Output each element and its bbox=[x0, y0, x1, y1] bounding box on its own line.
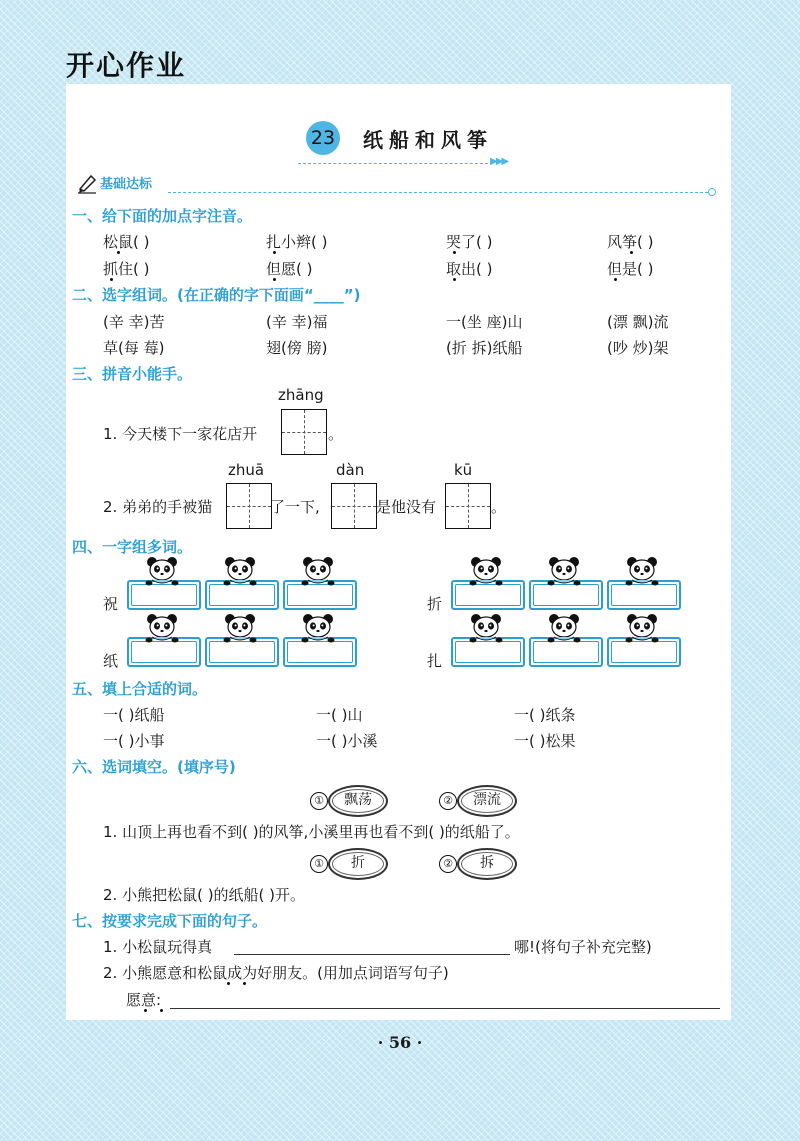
pinyin-label: dàn bbox=[336, 461, 365, 479]
emphasis-dot bbox=[630, 251, 633, 254]
writing-grid[interactable] bbox=[445, 483, 491, 529]
panda-icon bbox=[624, 556, 660, 586]
brand-title: 开心作业 bbox=[66, 49, 187, 82]
panda-icon bbox=[468, 613, 504, 643]
s7-q1-b: 哪!(将句子补充完整) bbox=[514, 938, 652, 956]
emphasis-dot bbox=[453, 278, 456, 281]
writing-grid[interactable] bbox=[281, 409, 327, 455]
section-5-title: 五、填上合适的词。 bbox=[72, 680, 208, 698]
s2-item: (折 拆)纸船 bbox=[446, 339, 523, 357]
s1-item: 但是( ) bbox=[607, 260, 654, 278]
pinyin-label: zhāng bbox=[278, 386, 324, 404]
chevron-right-icon: ▶▶▶ bbox=[490, 156, 508, 167]
s1-item: 但愿( ) bbox=[266, 260, 313, 278]
answer-line[interactable] bbox=[170, 1008, 720, 1009]
section-6-title: 六、选词填空。(填序号) bbox=[72, 758, 236, 776]
panda-icon bbox=[546, 556, 582, 586]
s1-item: 松鼠( ) bbox=[103, 233, 150, 251]
emphasis-dot bbox=[110, 278, 113, 281]
section-4-title: 四、一字组多词。 bbox=[72, 538, 193, 556]
panda-icon bbox=[144, 556, 180, 586]
word-option[interactable]: 拆 bbox=[457, 848, 517, 880]
s1-item: 取出( ) bbox=[446, 260, 493, 278]
panda-icon bbox=[624, 613, 660, 643]
s1-item: 风筝( ) bbox=[607, 233, 654, 251]
panda-icon bbox=[222, 613, 258, 643]
writing-grid[interactable] bbox=[331, 483, 377, 529]
answer-line[interactable] bbox=[234, 954, 510, 955]
panda-icon bbox=[222, 556, 258, 586]
lesson-title: 纸船和风筝 bbox=[363, 128, 493, 152]
lesson-number-badge: 23 bbox=[306, 121, 340, 155]
s6-q1: 1. 山顶上再也看不到( )的风筝,小溪里再也看不到( )的纸船了。 bbox=[103, 823, 520, 841]
option-number: ② bbox=[439, 792, 457, 810]
s3-q1-end: 。 bbox=[328, 425, 344, 443]
word-option[interactable]: 飘荡 bbox=[328, 785, 388, 817]
s4-char: 祝 bbox=[103, 595, 119, 613]
s3-q1-text: 1. 今天楼下一家花店开 bbox=[103, 425, 258, 443]
section-7-title: 七、按要求完成下面的句子。 bbox=[72, 912, 268, 930]
page-number: · 56 · bbox=[377, 1033, 423, 1052]
word-option[interactable]: 漂流 bbox=[457, 785, 517, 817]
s1-item: 哭了( ) bbox=[446, 233, 493, 251]
emphasis-dot bbox=[227, 982, 230, 985]
word-option[interactable]: 折 bbox=[328, 848, 388, 880]
pinyin-label: zhuā bbox=[228, 461, 265, 479]
s5-item: 一( )松果 bbox=[514, 732, 576, 750]
lesson-header bbox=[298, 118, 508, 167]
s7-q2-label: 愿意: bbox=[126, 991, 162, 1009]
writing-grid[interactable] bbox=[226, 483, 272, 529]
s1-item: 抓住( ) bbox=[103, 260, 150, 278]
s2-item: (辛 幸)福 bbox=[266, 313, 328, 331]
s4-char: 扎 bbox=[427, 652, 443, 670]
emphasis-dot bbox=[273, 278, 276, 281]
s7-q2: 2. 小熊愿意和松鼠成为好朋友。(用加点词语写句子) bbox=[103, 964, 449, 982]
section-3-title: 三、拼音小能手。 bbox=[72, 365, 193, 383]
emphasis-dot bbox=[453, 251, 456, 254]
s2-item: (辛 幸)苦 bbox=[103, 313, 165, 331]
emphasis-dot bbox=[273, 251, 276, 254]
panda-icon bbox=[300, 556, 336, 586]
section-2-title: 二、选字组词。(在正确的字下面画“____”) bbox=[72, 286, 361, 304]
pinyin-label: kū bbox=[454, 461, 473, 479]
s5-item: 一( )小事 bbox=[103, 732, 165, 750]
s2-item: (漂 飘)流 bbox=[607, 313, 669, 331]
s3-q2-mid2: 是他没有 bbox=[376, 498, 437, 516]
emphasis-dot bbox=[614, 278, 617, 281]
emphasis-dot bbox=[144, 1009, 147, 1012]
s1-item: 扎小辫( ) bbox=[266, 233, 328, 251]
emphasis-dot bbox=[243, 982, 246, 985]
s3-q2-mid: 了一下, bbox=[270, 498, 320, 516]
s2-item: 草(每 莓) bbox=[103, 339, 165, 357]
s7-q1-a: 1. 小松鼠玩得真 bbox=[103, 938, 213, 956]
emphasis-dot bbox=[117, 251, 120, 254]
s5-item: 一( )纸条 bbox=[514, 706, 576, 724]
subheading-dot bbox=[708, 188, 716, 196]
panda-icon bbox=[468, 556, 504, 586]
panda-icon bbox=[546, 613, 582, 643]
emphasis-dot bbox=[160, 1009, 163, 1012]
subheading-line bbox=[168, 192, 708, 193]
s6-q2: 2. 小熊把松鼠( )的纸船( )开。 bbox=[103, 886, 306, 904]
section-1-title: 一、给下面的加点字注音。 bbox=[72, 207, 253, 225]
title-underline bbox=[298, 163, 493, 164]
panda-icon bbox=[300, 613, 336, 643]
s5-item: 一( )纸船 bbox=[103, 706, 165, 724]
option-number: ② bbox=[439, 855, 457, 873]
s5-item: 一( )小溪 bbox=[316, 732, 378, 750]
s2-item: (吵 炒)架 bbox=[607, 339, 669, 357]
pencil-icon bbox=[76, 172, 98, 194]
s4-char: 折 bbox=[427, 595, 443, 613]
panda-icon bbox=[144, 613, 180, 643]
s2-item: 翅(傍 膀) bbox=[266, 339, 328, 357]
s3-q2-end: 。 bbox=[491, 498, 507, 516]
subheading-label: 基础达标 bbox=[100, 177, 153, 192]
s4-char: 纸 bbox=[103, 652, 119, 670]
option-number: ① bbox=[310, 792, 328, 810]
worksheet-paper bbox=[66, 84, 731, 1020]
s3-q2-text: 2. 弟弟的手被猫 bbox=[103, 498, 213, 516]
s5-item: 一( )山 bbox=[316, 706, 363, 724]
subheading-bar bbox=[72, 170, 712, 194]
s2-item: 一(坐 座)山 bbox=[446, 313, 523, 331]
option-number: ① bbox=[310, 855, 328, 873]
